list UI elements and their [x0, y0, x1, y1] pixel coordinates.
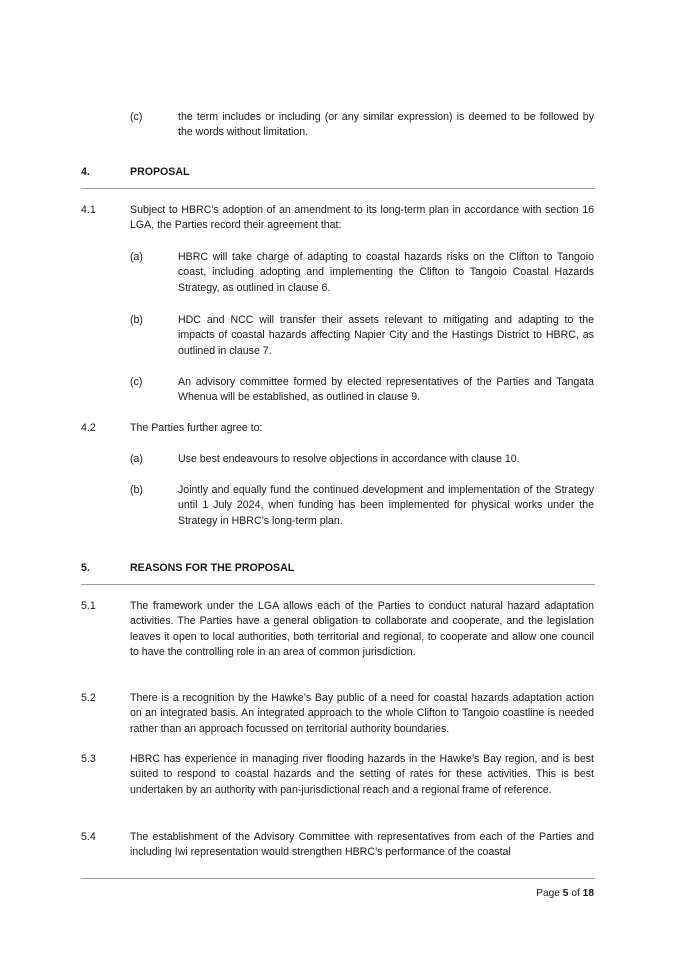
clause-4-1-b-text: HDC and NCC will transfer their assets relevant to mitigating and adapting to the impacts of coastal hazards affecting Napier City and the Hastings District to HBRC, as outlined in clause 7.: [178, 314, 594, 357]
clause-4-2-number: 4.2: [81, 422, 96, 434]
clause-3-item-c-text: the term includes or including (or any similar expression) is deemed to be followed by the words without limitation.: [178, 111, 594, 139]
clause-4-2-text: The Parties further agree to:: [130, 422, 263, 434]
clause-5-4-number: 5.4: [81, 831, 96, 843]
section-5-title: REASONS FOR THE PROPOSAL: [130, 562, 295, 574]
section-4-number: 4.: [81, 166, 90, 178]
clause-5-3-text: HBRC has experience in managing river flooding hazards in the Hawke’s Bay region, and is best suited to respond to coastal hazards and the setting of rates for these activities. This is best undertaken by an authority with pan-jurisdictional reach and a regional frame of reference.: [130, 753, 594, 796]
clause-5-3-number: 5.3: [81, 753, 96, 765]
clause-5-1-text: The framework under the LGA allows each of the Parties to conduct natural hazard adaptation activities. The Parties have a general obligation to collaborate and cooperate, and the legislation leaves it open to local authorities, both territorial and regional, to cooperate and allow one council to have the controlling role in an area of common jurisdiction.: [130, 600, 594, 659]
clause-5-1-number: 5.1: [81, 600, 96, 612]
footer-of-word: of: [571, 888, 580, 899]
section-5-number: 5.: [81, 562, 90, 574]
section-4-divider: [81, 188, 595, 189]
clause-4-2-b-label: (b): [130, 484, 143, 496]
clause-4-2-a-text: Use best endeavours to resolve objections in accordance with clause 10.: [178, 453, 520, 465]
clause-4-1-a-text: HBRC will take charge of adapting to coastal hazards risks on the Clifton to Tangoio coast, including adopting and implementing the Clifton to Tangoio Coastal Hazards Strategy, as outlined in clause 6.: [178, 251, 594, 294]
clause-4-1-c-label: (c): [130, 376, 143, 388]
clause-4-1-number: 4.1: [81, 204, 96, 216]
section-5-divider: [81, 584, 595, 585]
clause-4-1-text: Subject to HBRC’s adoption of an amendment to its long-term plan in accordance with section 16 LGA, the Parties record their agreement that:: [130, 204, 594, 232]
footer-page-word: Page: [536, 888, 560, 899]
footer-total-pages: 18: [582, 888, 594, 899]
clause-5-4-text: The establishment of the Advisory Committee with representatives from each of the Parties and including Iwi representation would strengthen HBRC’s performance of the coastal: [130, 831, 594, 859]
clause-5-2-number: 5.2: [81, 692, 96, 704]
footer-divider: [81, 878, 595, 879]
clause-4-2-b-text: Jointly and equally fund the continued development and implementation of the Strategy until 1 July 2024, when funding has been implemented for physical works under the Strategy in HBRC’s long-term plan.: [178, 484, 594, 527]
page-number-footer: [536, 886, 594, 901]
section-4-title: PROPOSAL: [130, 166, 190, 178]
clause-5-2-text: There is a recognition by the Hawke’s Bay public of a need for coastal hazards adaptation action on an integrated basis. An integrated approach to the whole Clifton to Tangoio coastline is needed rather than an approach focussed on territorial authority boundaries.: [130, 692, 594, 735]
clause-4-1-a-label: (a): [130, 251, 143, 263]
footer-page-number: 5: [562, 888, 569, 899]
clause-3-item-c-label: (c): [130, 111, 143, 123]
clause-4-2-a-label: (a): [130, 453, 143, 465]
clause-4-1-c-text: An advisory committee formed by elected representatives of the Parties and Tangata Whenua will be established, as outlined in clause 9.: [178, 376, 594, 404]
clause-4-1-b-label: (b): [130, 314, 143, 326]
